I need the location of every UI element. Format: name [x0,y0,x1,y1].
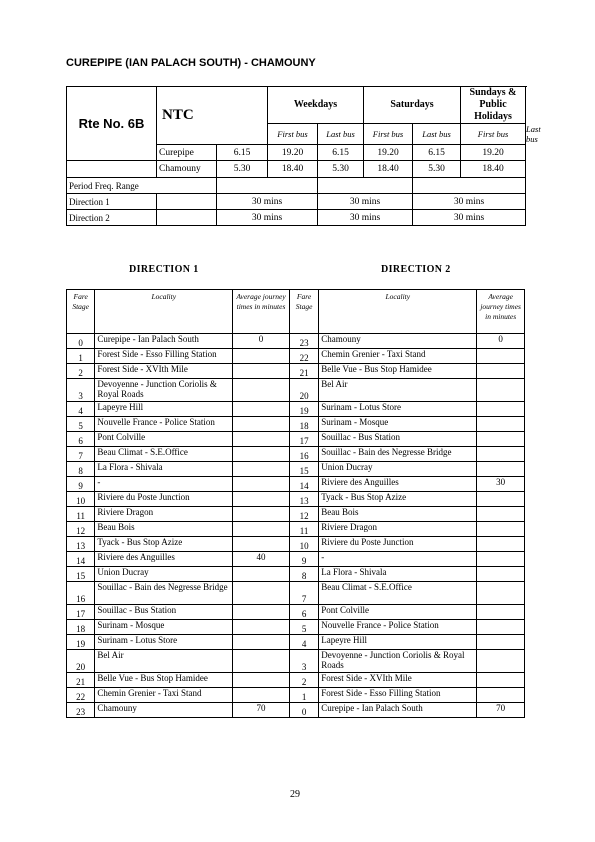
stage-number-dir1: 14 [67,552,95,567]
stage-number-dir1: 20 [67,650,95,673]
fare-stage-rows [67,334,525,718]
journey-time-dir2 [477,492,525,507]
locality-dir1: Belle Vue - Bus Stop Hamidee [95,673,233,688]
blank-cell [413,178,526,194]
journey-time-dir1 [233,402,290,417]
locality-header: Locality [319,290,477,334]
stage-number-dir1: 0 [67,334,95,349]
stage-number-dir2: 16 [289,447,318,462]
locality-dir2: Souillac - Bain des Negresse Bridge [319,447,477,462]
journey-time-dir1 [233,379,290,402]
locality-dir1: Surinam - Mosque [95,620,233,635]
journey-time-dir1 [233,417,290,432]
locality-dir1: Riviere Dragon [95,507,233,522]
locality-dir1: Souillac - Bain des Negresse Bridge [95,582,233,605]
locality-dir2: Tyack - Bus Stop Azize [319,492,477,507]
stage-number-dir1: 17 [67,605,95,620]
locality-dir2: Bel Air [319,379,477,402]
stage-row [67,567,525,582]
stage-row [67,703,525,718]
locality-dir1: Nouvelle France - Police Station [95,417,233,432]
journey-time-dir2 [477,552,525,567]
journey-time-dir1 [233,620,290,635]
stage-row [67,492,525,507]
locality-dir1: Lapeyre Hill [95,402,233,417]
journey-time-dir2 [477,567,525,582]
journey-time-dir2 [477,537,525,552]
stage-row [67,447,525,462]
stage-number-dir1: 15 [67,567,95,582]
journey-time-dir1 [233,477,290,492]
stage-row [67,477,525,492]
journey-time-dir2 [477,507,525,522]
journey-time-dir1 [233,650,290,673]
stage-number-dir1: 19 [67,635,95,650]
stage-row [67,507,525,522]
locality-dir2: Riviere des Anguilles [319,477,477,492]
blank-cell [67,161,157,178]
time-cell: 6.15 [217,145,268,161]
page-number: 29 [290,789,300,800]
locality-dir2: Chemin Grenier - Taxi Stand [319,349,477,364]
journey-time-dir1 [233,688,290,703]
blank-cell [318,178,413,194]
journey-time-dir1 [233,349,290,364]
journey-time-dir1 [233,537,290,552]
stage-number-dir2: 19 [289,402,318,417]
stage-number-dir2: 14 [289,477,318,492]
locality-dir1: Pont Colville [95,432,233,447]
last-bus-header: Last bus [413,124,461,145]
stage-row [67,364,525,379]
direction-1-label: Direction 1 [67,194,157,210]
stage-number-dir1: 16 [67,582,95,605]
stage-number-dir1: 2 [67,364,95,379]
journey-time-dir2 [477,364,525,379]
stage-number-dir2: 4 [289,635,318,650]
saturdays-header: Saturdays [364,87,461,124]
stage-row [67,402,525,417]
stage-number-dir2: 7 [289,582,318,605]
time-cell: 19.20 [461,145,526,161]
locality-dir1: Chemin Grenier - Taxi Stand [95,688,233,703]
locality-dir2: Forest Side - XVIth Mile [319,673,477,688]
locality-dir1: Chamouny [95,703,233,718]
stage-number-dir2: 0 [289,703,318,718]
stage-number-dir1: 18 [67,620,95,635]
journey-time-dir2 [477,673,525,688]
journey-time-dir2: 0 [477,334,525,349]
stage-number-dir1: 1 [67,349,95,364]
journey-time-dir1 [233,673,290,688]
stage-number-dir2: 21 [289,364,318,379]
locality-dir1: Forest Side - XVIth Mile [95,364,233,379]
journey-time-dir2: 70 [477,703,525,718]
locality-dir1: Riviere des Anguilles [95,552,233,567]
locality-dir2: Beau Climat - S.E.Office [319,582,477,605]
locality-dir1: Riviere du Poste Junction [95,492,233,507]
locality-dir1: Beau Climat - S.E.Office [95,447,233,462]
stage-number-dir1: 10 [67,492,95,507]
stage-number-dir1: 11 [67,507,95,522]
locality-dir1: Union Ducray [95,567,233,582]
stage-number-dir2: 20 [289,379,318,402]
locality-dir1: - [95,477,233,492]
journey-time-dir1 [233,567,290,582]
time-cell: 5.30 [413,161,461,178]
average-time-header: Average journey times in minutes [233,290,290,334]
time-cell: 5.30 [318,161,364,178]
fare-stage-header: Fare Stage [67,290,95,334]
frequency-cell: 30 mins [217,194,318,210]
stage-row [67,462,525,477]
stage-number-dir2: 1 [289,688,318,703]
stage-row [67,417,525,432]
stage-row [67,379,525,402]
stage-number-dir2: 13 [289,492,318,507]
locality-dir2: Beau Bois [319,507,477,522]
journey-time-dir1: 40 [233,552,290,567]
journey-time-dir1 [233,432,290,447]
place-curepipe: Curepipe [157,145,217,161]
journey-time-dir1: 0 [233,334,290,349]
stage-number-dir2: 22 [289,349,318,364]
stage-row [67,349,525,364]
stage-number-dir2: 2 [289,673,318,688]
locality-header: Locality [95,290,233,334]
journey-time-dir2 [477,688,525,703]
journey-time-dir1 [233,447,290,462]
operator-name: NTC [157,87,268,145]
schedule-table: Rte No. 6B NTC Weekdays Saturdays Sundays & Public Holidays First bus Last bus First bus Last bus First bus Last bus Curepipe 6.15 19.20 6.15 19.20 6.15 19.20 Chamouny 5.30 18.40 5.30 18.40 5.30 18.40 Period Freq. Range Direction 1 30 mins 30 mins 30 mins Direction 2 30 mins 30 mins 30 mins [66,86,526,226]
locality-dir2: - [319,552,477,567]
frequency-cell: 30 mins [413,210,526,226]
stage-number-dir2: 23 [289,334,318,349]
locality-dir2: Chamouny [319,334,477,349]
journey-time-dir1 [233,635,290,650]
stage-row [67,552,525,567]
stage-row [67,334,525,349]
journey-time-dir2 [477,605,525,620]
time-cell: 18.40 [461,161,526,178]
locality-dir1: Forest Side - Esso Filling Station [95,349,233,364]
journey-time-dir1 [233,462,290,477]
first-bus-header: First bus [461,124,526,145]
stage-number-dir2: 15 [289,462,318,477]
stage-number-dir1: 7 [67,447,95,462]
stage-row [67,635,525,650]
time-cell: 5.30 [217,161,268,178]
locality-dir2: Devoyenne - Junction Coriolis & Royal Roads [319,650,477,673]
journey-time-dir2 [477,447,525,462]
stage-row [67,650,525,673]
locality-dir2: Forest Side - Esso Filling Station [319,688,477,703]
stage-number-dir2: 9 [289,552,318,567]
time-cell: 19.20 [364,145,413,161]
locality-dir2: Riviere du Poste Junction [319,537,477,552]
locality-dir1: Surinam - Lotus Store [95,635,233,650]
stage-row [67,688,525,703]
stage-number-dir1: 13 [67,537,95,552]
locality-dir2: Souillac - Bus Station [319,432,477,447]
period-freq-label: Period Freq. Range [67,178,217,194]
stage-number-dir1: 21 [67,673,95,688]
stage-number-dir1: 5 [67,417,95,432]
journey-time-dir1 [233,492,290,507]
journey-time-dir2 [477,635,525,650]
journey-time-dir2 [477,522,525,537]
journey-time-dir2: 30 [477,477,525,492]
direction-1-title: DIRECTION 1 [129,264,199,275]
locality-dir1: Bel Air [95,650,233,673]
first-bus-header: First bus [268,124,318,145]
journey-time-dir2 [477,650,525,673]
stage-number-dir2: 5 [289,620,318,635]
journey-time-dir2 [477,379,525,402]
stage-number-dir2: 17 [289,432,318,447]
locality-dir2: Pont Colville [319,605,477,620]
frequency-cell: 30 mins [318,194,413,210]
route-number: Rte No. 6B [67,87,157,161]
stage-number-dir2: 3 [289,650,318,673]
journey-time-dir2 [477,417,525,432]
blank-cell [157,194,217,210]
stage-number-dir1: 12 [67,522,95,537]
time-cell: 6.15 [318,145,364,161]
journey-time-dir1 [233,605,290,620]
stage-row [67,620,525,635]
journey-time-dir2 [477,462,525,477]
stage-number-dir2: 6 [289,605,318,620]
locality-dir2: Surinam - Lotus Store [319,402,477,417]
stage-number-dir1: 9 [67,477,95,492]
frequency-cell: 30 mins [413,194,526,210]
average-time-header: Average journey times in minutes [477,290,525,334]
frequency-cell: 30 mins [318,210,413,226]
time-cell: 18.40 [364,161,413,178]
locality-dir2: Riviere Dragon [319,522,477,537]
locality-dir1: Beau Bois [95,522,233,537]
journey-time-dir1: 70 [233,703,290,718]
journey-time-dir2 [477,620,525,635]
stage-number-dir1: 6 [67,432,95,447]
direction-2-label: Direction 2 [67,210,157,226]
stage-number-dir1: 22 [67,688,95,703]
locality-dir1: Souillac - Bus Station [95,605,233,620]
locality-dir1: Devoyenne - Junction Coriolis & Royal Roads [95,379,233,402]
locality-dir1: La Flora - Shivala [95,462,233,477]
stage-number-dir1: 3 [67,379,95,402]
stage-row [67,605,525,620]
locality-dir1: Curepipe - Ian Palach South [95,334,233,349]
locality-dir2: Curepipe - Ian Palach South [319,703,477,718]
stage-row [67,537,525,552]
weekdays-header: Weekdays [268,87,364,124]
frequency-cell: 30 mins [217,210,318,226]
stage-number-dir1: 23 [67,703,95,718]
locality-dir2: Nouvelle France - Police Station [319,620,477,635]
sundays-header: Sundays & Public Holidays [461,87,526,124]
journey-time-dir2 [477,432,525,447]
journey-time-dir2 [477,582,525,605]
stage-number-dir2: 8 [289,567,318,582]
locality-dir2: Lapeyre Hill [319,635,477,650]
locality-dir2: Union Ducray [319,462,477,477]
page-heading: CUREPIPE (IAN PALACH SOUTH) - CHAMOUNY [66,57,316,69]
stage-row [67,432,525,447]
journey-time-dir1 [233,364,290,379]
time-cell: 19.20 [268,145,318,161]
journey-time-dir2 [477,349,525,364]
last-bus-header: Last bus [318,124,364,145]
fare-stage-header: Fare Stage [289,290,318,334]
stage-number-dir2: 12 [289,507,318,522]
locality-dir2: Belle Vue - Bus Stop Hamidee [319,364,477,379]
fare-stage-table [66,289,525,718]
stage-number-dir2: 10 [289,537,318,552]
stage-row [67,673,525,688]
blank-cell [217,178,318,194]
direction-2-title: DIRECTION 2 [381,264,451,275]
journey-time-dir2 [477,402,525,417]
stage-number-dir1: 4 [67,402,95,417]
place-chamouny: Chamouny [157,161,217,178]
stage-number-dir1: 8 [67,462,95,477]
first-bus-header: First bus [364,124,413,145]
journey-time-dir1 [233,522,290,537]
locality-dir2: Surinam - Mosque [319,417,477,432]
time-cell: 6.15 [413,145,461,161]
locality-dir2: La Flora - Shivala [319,567,477,582]
stage-row [67,582,525,605]
journey-time-dir1 [233,582,290,605]
blank-cell [157,210,217,226]
stage-number-dir2: 18 [289,417,318,432]
time-cell: 18.40 [268,161,318,178]
stage-row [67,522,525,537]
locality-dir1: Tyack - Bus Stop Azize [95,537,233,552]
stage-number-dir2: 11 [289,522,318,537]
journey-time-dir1 [233,507,290,522]
